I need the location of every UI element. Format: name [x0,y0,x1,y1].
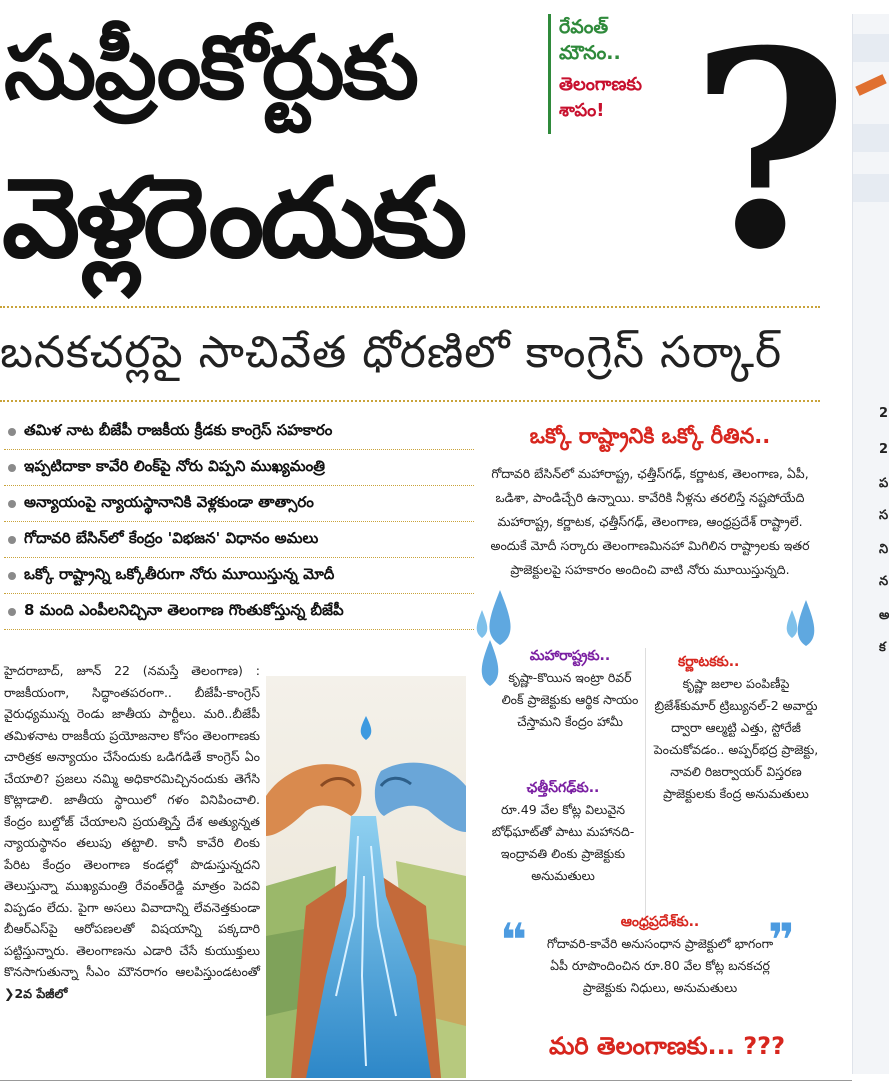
divider [0,306,820,308]
bullet-item [4,594,474,630]
side-note [548,14,689,134]
bullet-dot-icon [8,428,16,436]
bullet-dot-icon [8,464,16,472]
article-text: హైదరాబాద్, జూన్ 22 (నమస్తే తెలంగాణ) : రాజకీయంగా, సిద్ధాంతపరంగా.. బీజేపీ-కాంగ్రెస్ వైరుధ్యమున్న రెండు జాతీయ పార్టీలు. మరి..బీజేపీ తమిళనాట రాజకీయ ప్రయోజనాల కోసం తెలంగాణకు చారిత్రక అన్యాయం చేసేందుకు ఒడిగడితే కాంగ్రెస్ ఏం చేయాలి? ప్రజలు నమ్మి అధికారమిచ్చినందుకు తెగేసి కొట్లాడాలి. జాతీయ స్థాయిలో గళం వినిపించాలి. కేంద్రం బుల్డోజ్ చేయాలని ప్రయత్నిస్తే దేశ అత్యున్నత న్యాయస్థానం తలుపు తట్టాలి. కానీ కావేరి లింకు పేరిట కేంద్రం తెలంగాణ కండల్లో పొడుస్తున్నదని తెలుస్తున్నా ముఖ్యమంత్రి రేవంత్‌రెడ్డి మాత్రం పెదవి విప్పడం లేదు. పైగా అసలు వివాదాన్ని లేవనెత్తకుండా బీఆర్‌ఎస్‌పై ఆరోపణలతో విషయాన్ని పక్కదారి పట్టిస్తున్నారు. తెలంగాణను ఎడారి చేసే కుయుక్తులు కొనసాగుతున్నా సీఎం మౌనరాగం ఆలపిస్తుండటంతో [4,663,260,979]
bullet-dot-icon [8,500,16,508]
bullet-text: ఇప్పటిదాకా కావేరి లింక్‌పై నోరు విప్పని ముఖ్యమంత్రి [24,456,325,475]
section-chhattisgarh [486,780,640,887]
article-body [4,660,260,1080]
quote-close-icon: ❞ [768,913,795,967]
side-note-green-1: రేవంత్ [559,16,609,38]
divider [0,400,820,402]
divider [645,648,646,918]
headline-line2: వెళ్లరెందుకు [2,154,464,282]
strip-char: స [879,508,889,523]
section-body: గోదావరి-కావేరి అనుసంధాన ప్రాజెక్టులో భాగంగా ఏపీ రూపొందించిన రూ.80 వేల కోట్ల బనకచర్ల ప్రాజెక్టుకు నిధులు, అనుమతులు [546,936,774,995]
bullet-dot-icon [8,608,16,616]
box-intro: గోదావరి బేసిన్‌లో మహారాష్ట్ర, ఛత్తీస్‌గఢ్, కర్ణాటక, తెలంగాణ, ఏపీ, ఒడిశా, పాండిచ్చేరి ఉన్నాయి. కావేరికి నీళ్లను తరలిస్తే నష్టపోయేది మహారాష్ట్ర, కర్ణాటక, ఛత్తీస్‌గఢ్, తెలంగాణ, ఆంధ్రప్రదేశ్ రాష్ట్రాలే. అందుకే మోదీ సర్కారు తెలంగాణమినహా మిగిలిన రాష్ట్రాలకు ఇతర ప్రాజెక్టులపై సహకారం అందించి వాటి నోరు మూయిస్తున్నది. [490,466,810,577]
section-title: మహారాష్ట్రకు.. [529,648,611,664]
section-body: కృష్ణా-కొయిన ఇంట్రా రివర్ లింక్ ప్రాజెక్టుకు ఆర్థిక సాయం చేస్తామని కేంద్రం హామీ [501,670,639,729]
strip-char: 2 [879,442,889,457]
bullet-item [4,486,474,522]
bullet-text: 8 మంది ఎంపీలనిచ్చినా తెలంగాణ గొంతుకోస్తున్న బీజేపీ [24,600,344,619]
section-title: ఛత్తీస్‌గఢ్‌కు.. [526,780,600,796]
section-body: రూ.49 వేల కోట్ల విలువైన బోధ్‌ఘాట్‌తో పాటు మహానది-ఇంద్రావతి లింకు ప్రాజెక్టుకు అనుమతులు [491,802,635,883]
bullet-item [4,558,474,594]
section-body: కృష్ణా జలాల పంపిణీపై బ్రిజేశ్‌కుమార్ ట్రిబ్యునల్-2 అవార్డు ద్వారా ఆల్మట్టి ఎత్తు, స్టోరేజీ పెంచుకోవడం.. అప్పర్‌భద్ర ప్రాజెక్టు, నావలి రిజర్వాయర్ విస్తరణ ప్రాజెక్టులకు కేంద్ర అనుమతులు [653,676,819,801]
strip-char: ని [879,542,889,557]
bullet-text: ఒక్కో రాష్ట్రాన్ని ఒక్కోతీరుగా నోరు మూయిస్తున్న మోదీ [24,564,335,583]
bullet-item [4,450,474,486]
strip-char: అ [879,608,889,623]
section-title: ఆంధ్రప్రదేశ్‌కు.. [620,914,700,930]
strip-char: క [879,640,886,655]
side-note-green-2: మౌనం.. [559,42,621,64]
bullet-item [4,522,474,558]
quote-open-icon: ❝ [500,913,527,967]
strip-band [853,124,889,152]
adjacent-column-strip [852,14,889,1074]
section-maharashtra [500,648,640,733]
strip-char: ప [879,476,889,491]
box-title: ఒక్కో రాష్ట్రానికి ఒక్కో రీతిన.. [529,424,771,448]
section-title: కర్ణాటకకు.. [678,654,740,670]
closing-question: మరి తెలంగాణకు... ??? [548,1032,786,1060]
strip-band [853,34,889,62]
strip-char: న [879,574,889,589]
question-mark: ? [690,0,849,309]
divider [0,1080,852,1081]
bullet-dot-icon [8,572,16,580]
strip-band [853,174,889,202]
headline-line1: సుప్రీంకోర్టుకు [4,16,417,119]
side-note-red-2: శాపం! [559,100,605,121]
bullet-dot-icon [8,536,16,544]
side-note-red-1: తెలంగాణకు [559,74,642,95]
illustration-svg [266,676,466,1078]
bullet-text: గోదావరి బేసిన్‌లో కేంద్రం 'విభజన' విధానం అమలు [24,528,319,547]
strip-char: 2 [879,406,889,421]
illustration-hands-water [266,676,466,1078]
subheadline: బనకచర్లపై సాచివేత ధోరణిలో కాంగ్రెస్ సర్కార్ [0,327,783,378]
bullet-text: తమిళ నాట బీజేపీ రాజకీయ క్రీడకు కాంగ్రెస్ సహకారం [24,420,333,439]
bullet-text: అన్యాయంపై న్యాయస్థానానికి వెళ్లకుండా తాత్సారం [24,492,314,511]
section-karnataka [652,654,820,805]
continued-marker: ❯2వ పేజీలో [4,985,68,1001]
section-andhra-pradesh [540,914,780,999]
bullet-item [4,414,474,450]
bullet-list [4,414,474,630]
